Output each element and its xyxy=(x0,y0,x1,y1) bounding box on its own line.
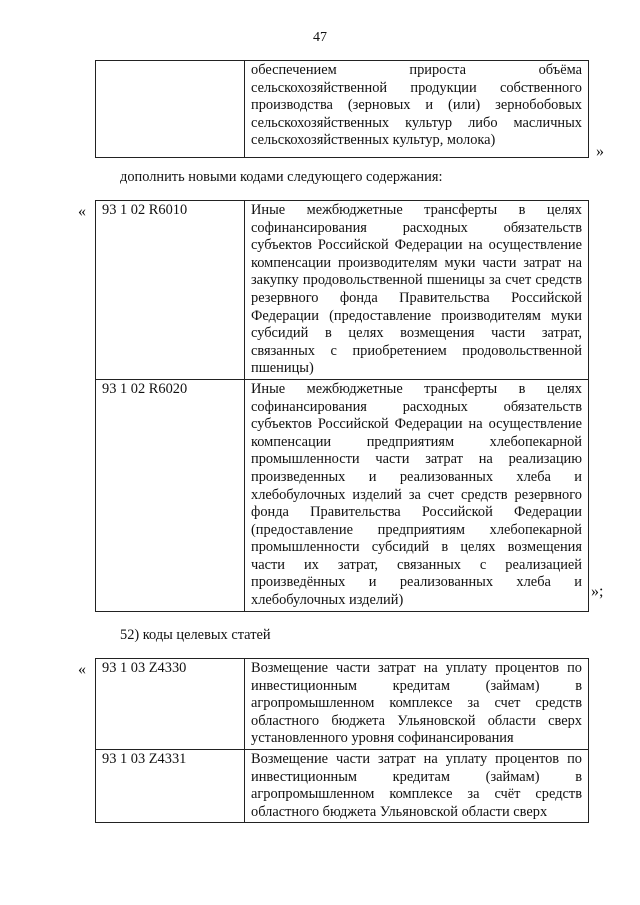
table-row xyxy=(96,61,589,158)
table-row xyxy=(96,201,589,380)
table-target-codes xyxy=(95,658,589,823)
table-row xyxy=(96,379,589,611)
table-continuation xyxy=(95,60,589,158)
description-cell: Иные межбюджетные трансферты в целях софинансирования расходных обязательств субъектов Российской Федерации на осуществление компенсации производителям муки части затрат на закупку продовольственной пшеницы за счет средств резервного фонда Правительства Российской Федерации (предоставление производителям муки субсидий в целях возмещения части затрат, связанных с приобретением продовольственной пшеницы) xyxy=(245,201,589,380)
code-cell: 93 1 02 R6010 xyxy=(96,201,245,380)
table-row xyxy=(96,749,589,822)
code-cell: 93 1 03 Z4330 xyxy=(96,659,245,750)
code-cell: 93 1 03 Z4331 xyxy=(96,749,245,822)
description-cell: обеспечением прироста объёма сельскохозяйственной продукции собственного производства (зерновых и (или) зернобобовых сельскохозяйственных культур либо масличных сельскохозяйственных культур, молока) xyxy=(245,61,589,158)
table-row xyxy=(96,659,589,750)
code-cell xyxy=(96,61,245,158)
paragraph-add-codes: дополнить новыми кодами следующего содержания: xyxy=(120,169,443,185)
code-cell: 93 1 02 R6020 xyxy=(96,379,245,611)
description-cell: Иные межбюджетные трансферты в целях софинансирования расходных обязательств субъектов Российской Федерации на осуществление компенсации предприятиям хлебопекарной промышленности части затрат на реализацию произведенных и реализованных хлеба и хлебобулочных изделий за счет средств резервного фонда Правительства Российской Федерации (предоставление предприятиям хлебопекарной промышленности субсидий в целях возмещения части их затрат, связанных с реализацией произведённых и реализованных хлеба и хлебобулочных изделий) xyxy=(245,379,589,611)
opening-quote: « xyxy=(78,203,86,220)
description-cell: Возмещение части затрат на уплату процентов по инвестиционным кредитам (займам) в агропромышленном комплексе за счет средств областного бюджета Ульяновской области сверх установленного уровня софинансирования xyxy=(245,659,589,750)
closing-quote: » xyxy=(596,143,604,160)
opening-quote: « xyxy=(78,661,86,678)
page-number: 47 xyxy=(313,30,327,45)
table-new-codes xyxy=(95,200,589,612)
closing-quote: »; xyxy=(591,583,604,600)
description-cell: Возмещение части затрат на уплату процентов по инвестиционным кредитам (займам) в агропромышленном комплексе за счёт средств областного бюджета Ульяновской области сверх xyxy=(245,749,589,822)
paragraph-52: 52) коды целевых статей xyxy=(120,627,271,643)
